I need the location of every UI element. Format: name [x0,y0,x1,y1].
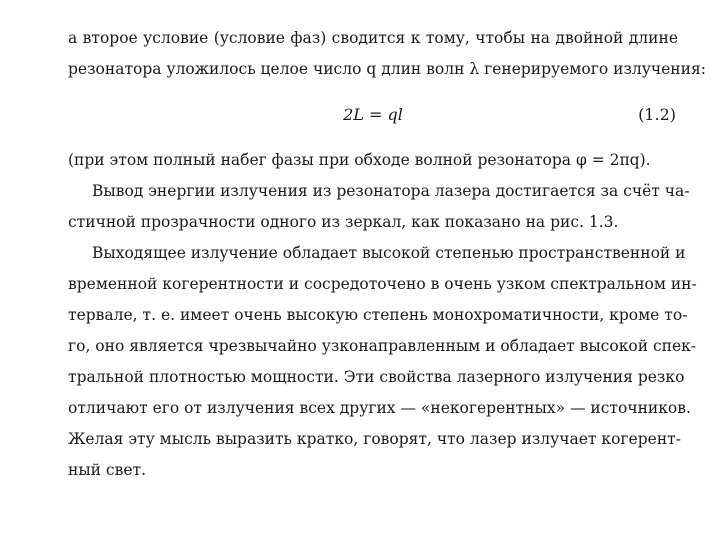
paragraph-line: ный свет. [68,461,147,479]
paragraph-line: резонатора уложилось целое число q длин волн λ генерируемого излучения: [68,60,706,78]
paragraph-line: (при этом полный набег фазы при обходе волной резонатора φ = 2πq). [68,151,651,169]
equation-block [68,104,678,126]
paragraph-line: тервале, т. е. имеет очень высокую степень монохроматичности, кроме то- [68,306,688,324]
equation-number: (1.2) [638,105,676,124]
paragraph-line: отличают его от излучения всех других — «некогерентных» — источников. [68,399,691,417]
paragraph-line: стичной прозрачности одного из зеркал, как показано на рис. 1.3. [68,213,619,231]
paragraph-line: Вывод энергии излучения из резонатора лазера достигается за счёт ча- [92,182,690,200]
paragraph-line: а второе условие (условие фаз) сводится к тому, чтобы на двойной длине [68,29,678,47]
paragraph-line: Выходящее излучение обладает высокой степенью пространственной и [92,244,686,262]
paragraph-line: го, оно является чрезвычайно узконаправленным и обладает высокой спек- [68,337,697,355]
paragraph-line: временной когерентности и сосредоточено в очень узком спектральном ин- [68,275,697,293]
equation-formula: 2L = ql [343,105,403,124]
paragraph-line: Желая эту мысль выразить кратко, говорят, что лазер излучает когерент- [68,430,681,448]
paragraph-line: тральной плотностью мощности. Эти свойства лазерного излучения резко [68,368,685,386]
